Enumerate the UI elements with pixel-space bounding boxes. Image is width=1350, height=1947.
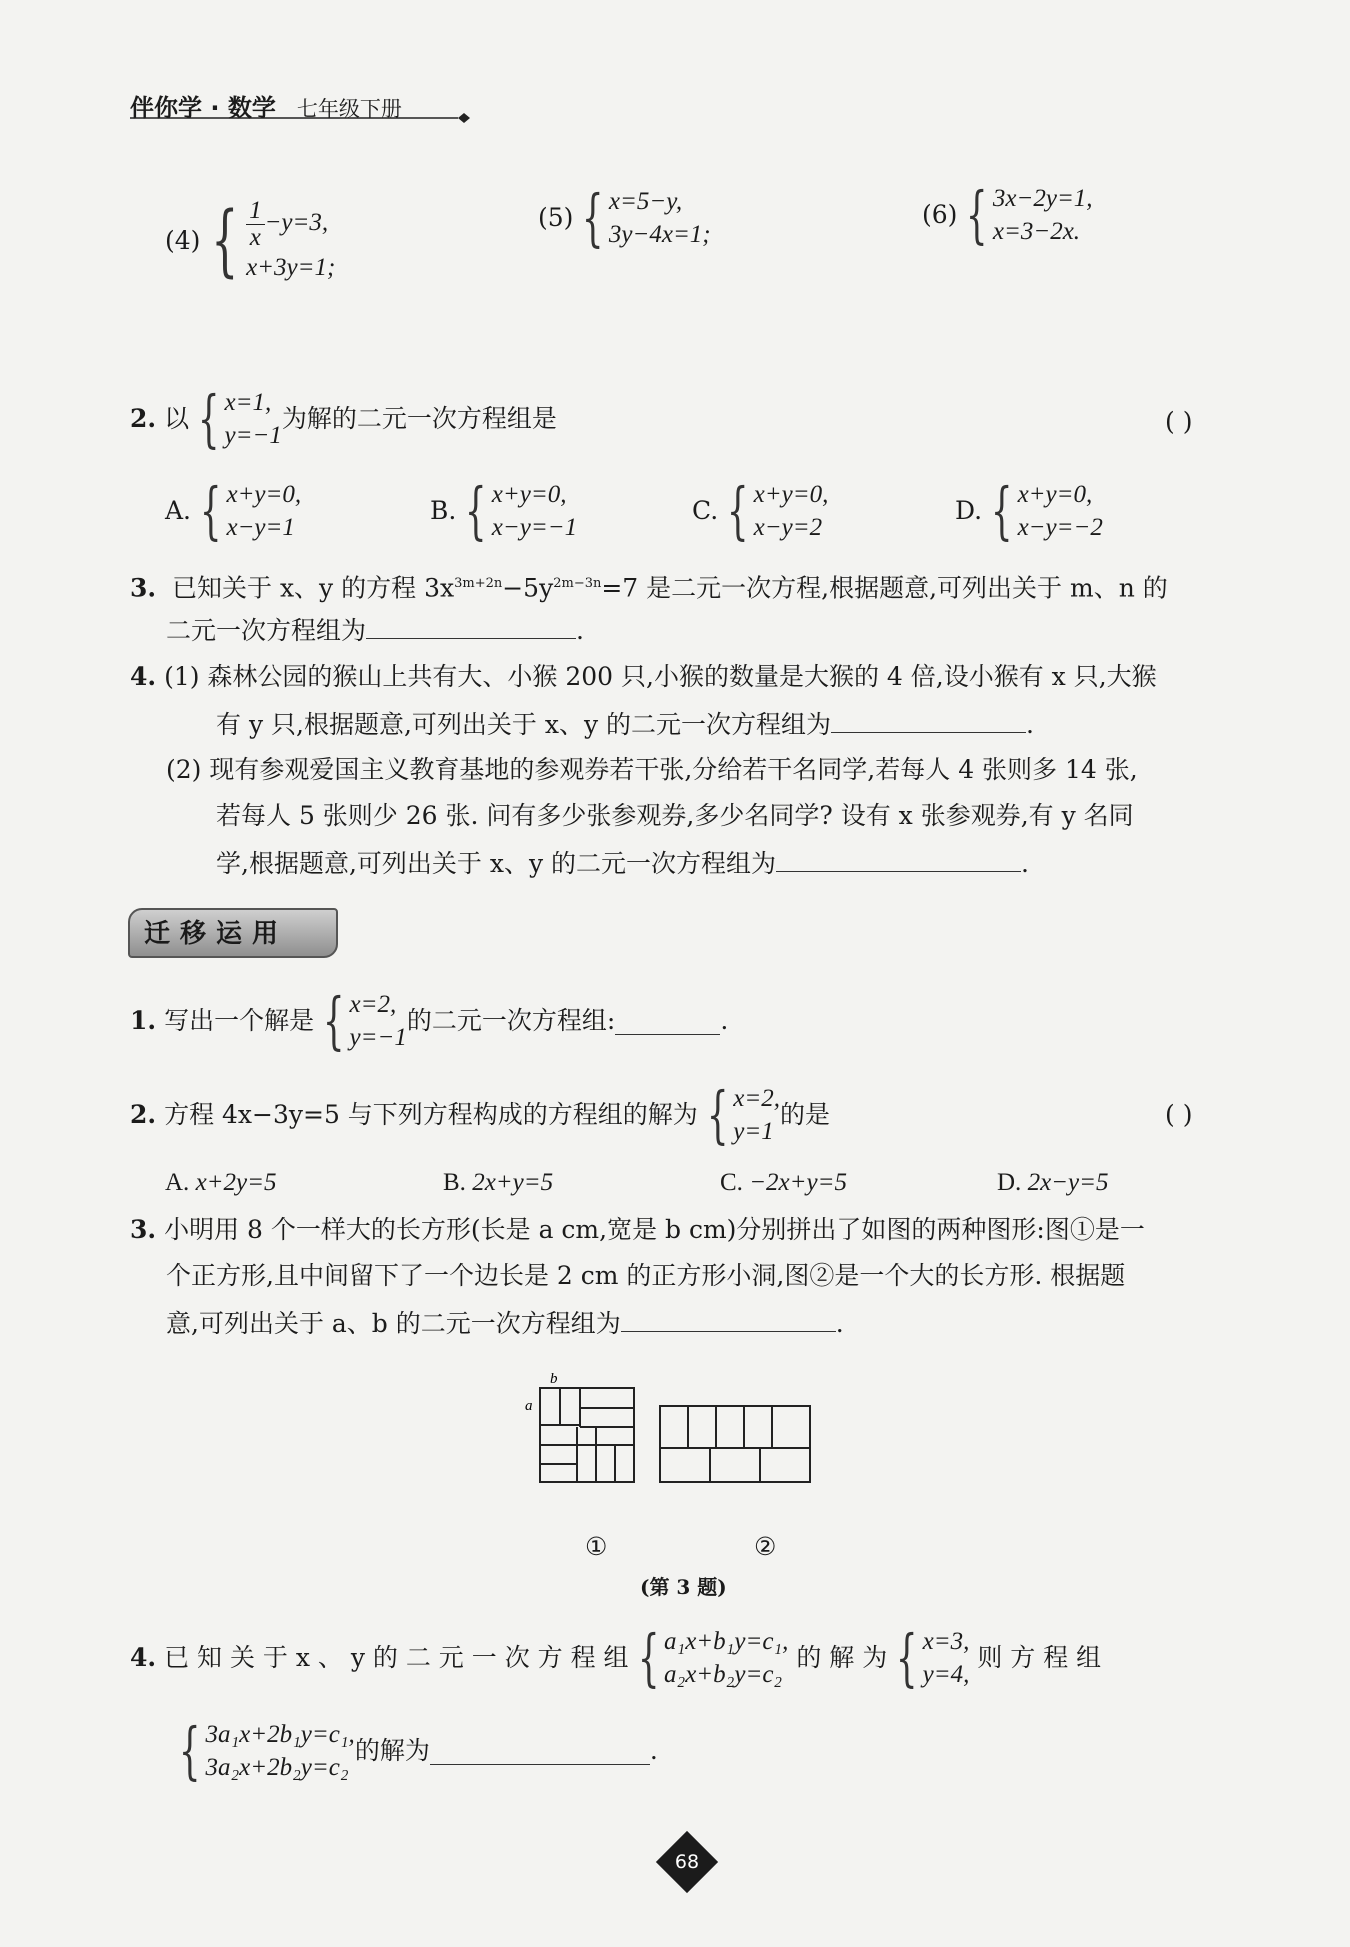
part-4: (4) { $\frac{1}{x}$ −y=3, x+3y=1; bbox=[165, 196, 336, 286]
transfer-question-3-l3: 意,可列出关于 a、b 的二元一次方程组为 . bbox=[166, 1305, 844, 1341]
s2-option-b[interactable]: B. 2x+y=5 bbox=[443, 1169, 554, 1196]
brace-icon: { bbox=[966, 178, 988, 251]
question-4-p2-l2: 若每人 5 张则少 26 张. 问有多少张参观券,多少名同学? 设有 x 张参观券,有 y 名同 bbox=[216, 801, 1134, 830]
brace-icon: { bbox=[582, 181, 604, 254]
brace-icon: { bbox=[706, 1078, 729, 1151]
transfer-question-3-l2: 个正方形,且中间留下了一个边长是 2 cm 的正方形小洞,图②是一个大的长方形. 根据题 bbox=[166, 1261, 1126, 1290]
rectangle-figures bbox=[520, 1370, 860, 1560]
answer-blank[interactable] bbox=[430, 1738, 650, 1765]
question-4-p1-l2: 有 y 只,根据题意,可列出关于 x、y 的二元一次方程组为 . bbox=[216, 706, 1034, 742]
brace-icon: { bbox=[178, 1714, 201, 1787]
answer-blank[interactable] bbox=[366, 612, 576, 639]
transfer-question-4-l2: { 3a₁x+2b₁y=c₁, 3a₂x+2b₂y=c₂ 的解为 . bbox=[178, 1714, 658, 1787]
question-4-p2-l3: 学,根据题意,可列出关于 x、y 的二元一次方程组为 . bbox=[216, 845, 1029, 881]
q2-option-b[interactable]: B. { x+y=0, x−y=−1 bbox=[430, 474, 578, 547]
q2-option-a[interactable]: A. { x+y=0, x−y=1 bbox=[165, 474, 302, 547]
brace-icon: { bbox=[896, 1621, 918, 1694]
answer-paren[interactable]: ( ) bbox=[1165, 407, 1193, 436]
brace-icon: { bbox=[199, 474, 222, 547]
s2-option-c[interactable]: C. −2x+y=5 bbox=[720, 1169, 847, 1196]
transfer-question-2: 2. 方程 4x−3y=5 与下列方程构成的方程组的解为 { x=2, y=1 的是 bbox=[130, 1078, 830, 1151]
book-grade: 七年级下册 bbox=[296, 97, 402, 121]
book-title: 伴你学 · 数学 bbox=[130, 94, 276, 122]
part-5: (5) { x=5−y, 3y−4x=1; bbox=[538, 181, 711, 254]
question-4-p2: (2) 现有参观爱国主义教育基地的参观券若干张,分给若干名同学,若每人 4 张则多 14 张, bbox=[166, 755, 1138, 784]
answer-blank[interactable] bbox=[831, 706, 1026, 733]
transfer-question-4: 4. 已 知 关 于 x 、 y 的 二 元 一 次 方 程 组 { a₁x+b₁y=c₁, a₂x+b₂y=c₂ 的 解 为 { x=3, y=4, 则 方 程 组 bbox=[130, 1621, 1102, 1694]
brace-icon: { bbox=[465, 474, 487, 547]
brace-icon: { bbox=[211, 196, 239, 286]
label-b: b bbox=[550, 1371, 558, 1387]
figure-1-label: ① bbox=[585, 1532, 608, 1561]
q2-option-c[interactable]: C. { x+y=0, x−y=2 bbox=[692, 474, 829, 547]
question-2: 2. 以 { x=1, y=−1 为解的二元一次方程组是 bbox=[130, 382, 557, 455]
question-3-line2: 二元一次方程组为 . bbox=[166, 612, 584, 648]
transfer-question-3: 3. 小明用 8 个一样大的长方形(长是 a cm,宽是 b cm)分别拼出了如图的两种图形:图①是一 bbox=[130, 1215, 1145, 1244]
s2-option-a[interactable]: A. x+2y=5 bbox=[165, 1169, 277, 1196]
figure-2-label: ② bbox=[754, 1532, 777, 1561]
transfer-question-1: 1. 写出一个解是 { x=2, y=−1 的二元一次方程组: . bbox=[130, 984, 729, 1057]
question-4-p1: 4. (1) 森林公园的猴山上共有大、小猴 200 只,小猴的数量是大猴的 4 倍,设小猴有 x 只,大猴 bbox=[130, 662, 1157, 691]
brace-icon: { bbox=[727, 474, 749, 547]
header-rule bbox=[130, 112, 470, 126]
page-number: 68 bbox=[674, 1851, 700, 1873]
brace-icon: { bbox=[637, 1621, 660, 1694]
figure-caption: (第 3 题) bbox=[640, 1575, 727, 1599]
q2-option-d[interactable]: D. { x+y=0, x−y=−2 bbox=[955, 474, 1103, 547]
figure-2-rectangle bbox=[660, 1406, 810, 1482]
question-3: 3. 已知关于 x、y 的方程 $3x^{3m+2n}-5y^{2m-3n}=7$ 是二元一次方程,根据题意,可列出关于 m、n 的 bbox=[130, 573, 1168, 603]
s2-option-d[interactable]: D. 2x−y=5 bbox=[997, 1169, 1109, 1196]
answer-blank[interactable] bbox=[615, 1008, 720, 1035]
part-4-label: (4) bbox=[165, 226, 201, 255]
brace-icon: { bbox=[322, 984, 345, 1057]
figure-1-square bbox=[540, 1388, 634, 1482]
section-title-badge: 迁移运用 bbox=[128, 908, 338, 958]
answer-blank[interactable] bbox=[621, 1305, 836, 1332]
part-6: (6) { 3x−2y=1, x=3−2x. bbox=[922, 178, 1093, 251]
brace-icon: { bbox=[197, 382, 220, 455]
answer-paren[interactable]: ( ) bbox=[1165, 1100, 1193, 1129]
brace-icon: { bbox=[990, 474, 1013, 547]
answer-blank[interactable] bbox=[776, 845, 1021, 872]
label-a: a bbox=[525, 1398, 533, 1414]
